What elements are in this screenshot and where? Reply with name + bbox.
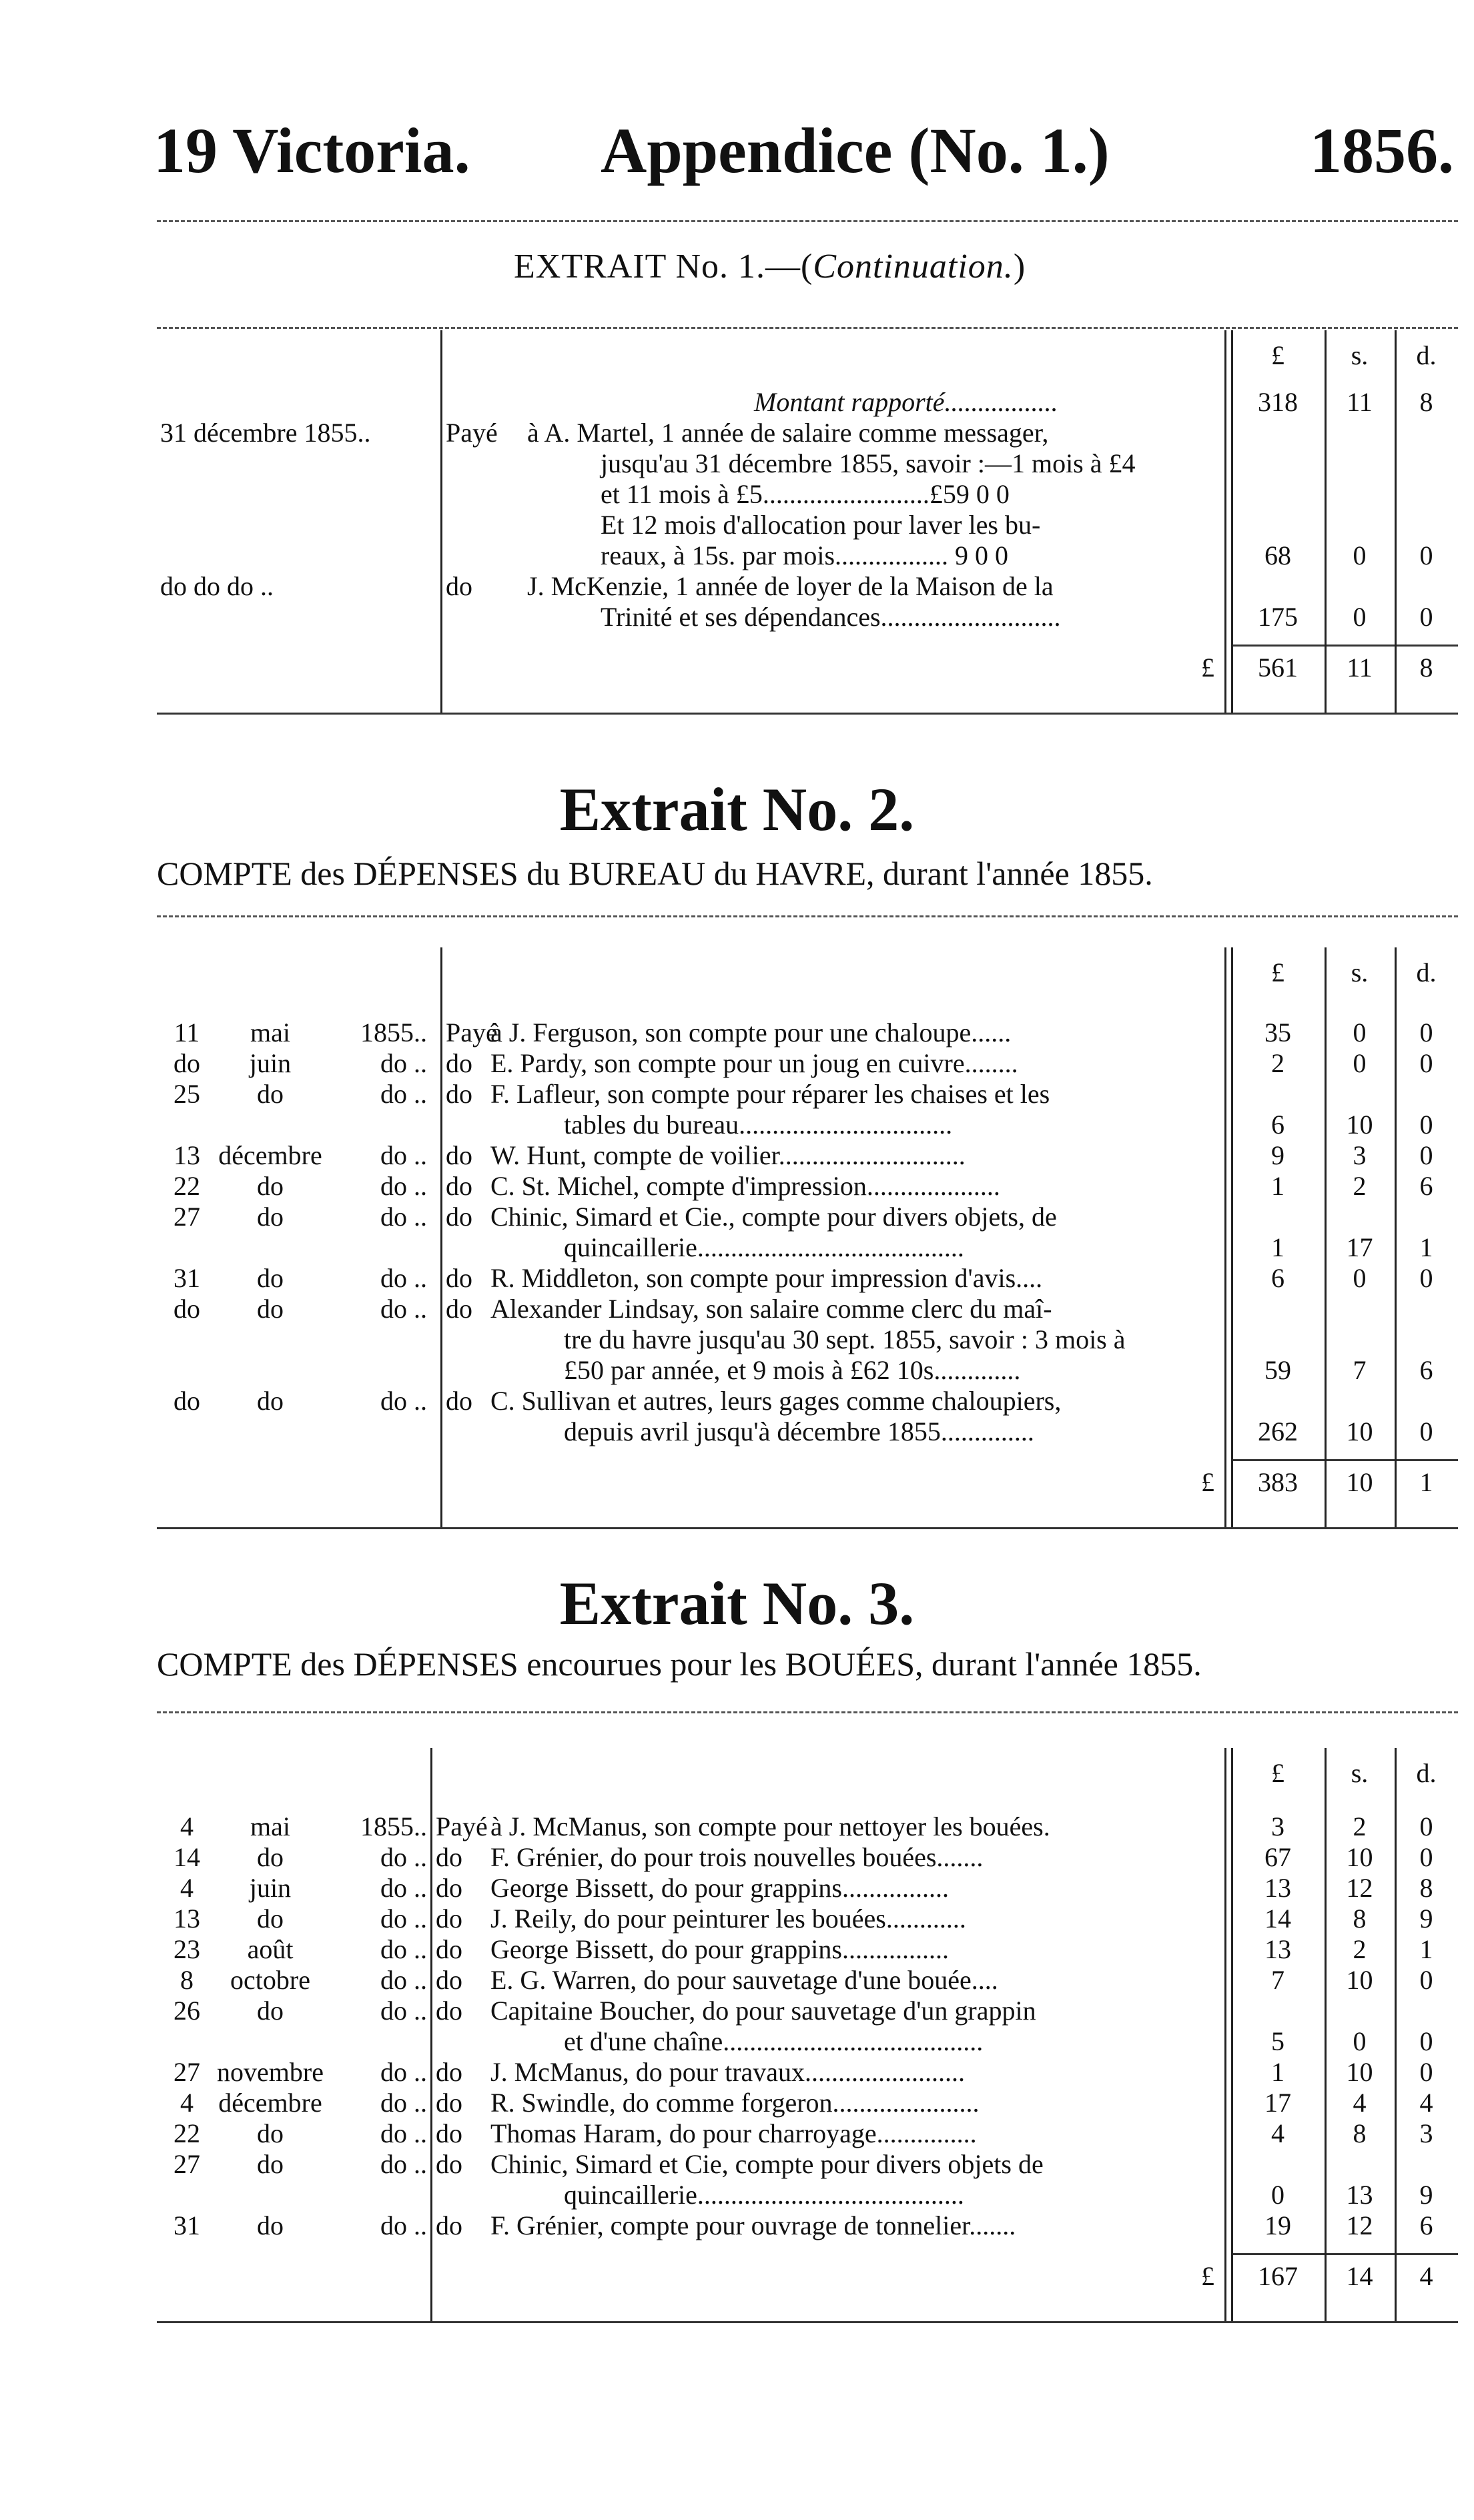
row-pounds: 1 xyxy=(1271,1232,1284,1262)
row-month: novembre xyxy=(217,2057,324,2087)
row-month: do xyxy=(257,1294,284,1324)
row-pounds: 0 xyxy=(1271,2180,1284,2210)
row-pounds: 13 xyxy=(1264,1934,1291,1964)
row-payee-prefix: do xyxy=(436,1842,462,1872)
row-description-line: Alexander Lindsay, son salaire comme clerc du maî- xyxy=(490,1294,1052,1324)
row-payee-prefix: do xyxy=(446,1202,472,1232)
row-day: 4 xyxy=(180,1873,194,1903)
row-month: mai xyxy=(250,1017,290,1047)
row-month: do xyxy=(257,1386,284,1416)
row-description-line: tre du havre jusqu'au 30 sept. 1855, savoir : 3 mois à xyxy=(564,1324,1126,1354)
row-pence: 6 xyxy=(1419,1355,1433,1385)
total-shillings: 11 xyxy=(1347,653,1373,683)
row-shillings: 2 xyxy=(1353,1811,1367,1841)
row-pence: 1 xyxy=(1419,1934,1433,1964)
row-description-line: quincaillerie........................................ xyxy=(564,1232,964,1262)
column-divider xyxy=(1325,330,1327,713)
row-description-line: J. Reily, do pour peinturer les bouées............ xyxy=(490,1904,966,1934)
row-pounds: 5 xyxy=(1271,2026,1284,2056)
row-pounds: 35 xyxy=(1264,1017,1291,1047)
row-month: do xyxy=(257,1996,284,2026)
extrait3-title: Extrait No. 3. xyxy=(559,1569,915,1637)
row-payee-prefix: do xyxy=(436,2057,462,2087)
row-description-line: à J. McManus, son compte pour nettoyer les bouées. xyxy=(490,1811,1050,1841)
total-symbol: £ xyxy=(1201,653,1214,683)
row-shillings: 0 xyxy=(1353,1263,1367,1293)
row-pence: 1 xyxy=(1419,1232,1433,1262)
row-shillings: 13 xyxy=(1346,2180,1373,2210)
extrait2-top-rule xyxy=(157,915,1458,917)
row-month: do xyxy=(257,1263,284,1293)
row-year: do .. xyxy=(380,1263,427,1293)
row-day: 13 xyxy=(173,1140,200,1170)
row-year: do .. xyxy=(380,2149,427,2179)
row-pounds: 59 xyxy=(1264,1355,1291,1385)
row-day: 4 xyxy=(180,1811,194,1841)
row-payee-prefix: do xyxy=(446,1079,472,1109)
row-day: 22 xyxy=(173,2118,200,2148)
total-symbol: £ xyxy=(1201,1467,1214,1497)
row-year: do .. xyxy=(380,1934,427,1964)
row-month: do xyxy=(257,2118,284,2148)
row-pence: 9 xyxy=(1419,1904,1433,1934)
column-header: £ xyxy=(1271,1758,1284,1788)
row-year: do .. xyxy=(380,1873,427,1903)
row-description-line: à A. Martel, 1 année de salaire comme messager, xyxy=(527,418,1049,448)
row-year: do .. xyxy=(380,1079,427,1109)
header-year: 1856. xyxy=(1310,115,1454,186)
row-pence: 0 xyxy=(1419,1140,1433,1170)
row-description-line: Capitaine Boucher, do pour sauvetage d'un grappin xyxy=(490,1996,1036,2026)
row-pounds: 6 xyxy=(1271,1263,1284,1293)
row-day: 4 xyxy=(180,2088,194,2118)
column-header: £ xyxy=(1271,340,1284,370)
total-pounds: 167 xyxy=(1258,2261,1298,2291)
column-divider xyxy=(1325,1748,1327,2321)
row-year: do .. xyxy=(380,1202,427,1232)
row-year: do .. xyxy=(380,1171,427,1201)
column-divider xyxy=(1325,947,1327,1527)
row-description-line: R. Swindle, do comme forgeron...................... xyxy=(490,2088,980,2118)
row-day: 31 xyxy=(173,1263,200,1293)
column-divider xyxy=(1395,330,1397,713)
row-month: do xyxy=(257,1079,284,1109)
extrait1-title-prefix: EXTRAIT No. 1.—( xyxy=(514,248,813,286)
row-shillings: 4 xyxy=(1353,2088,1367,2118)
row-pounds: 7 xyxy=(1271,1965,1284,1995)
total-shillings: 10 xyxy=(1346,1467,1373,1497)
row-description-line: J. McKenzie, 1 année de loyer de la Maison de la xyxy=(527,571,1054,601)
row-payee-prefix: do xyxy=(436,1904,462,1934)
extrait3-caption: COMPTE des DÉPENSES encourues pour les BOUÉES, durant l'année 1855. xyxy=(157,1645,1202,1683)
total-symbol: £ xyxy=(1201,2261,1214,2291)
row-day: 27 xyxy=(173,1202,200,1232)
row-pence: 8 xyxy=(1419,1873,1433,1903)
row-year: do .. xyxy=(380,1048,427,1078)
row-description-line: Thomas Haram, do pour charroyage............... xyxy=(490,2118,977,2148)
row-pounds: 175 xyxy=(1258,602,1298,632)
table-bottom-rule xyxy=(157,2321,1458,2323)
row-payee-prefix: do xyxy=(446,571,472,601)
row-payee-prefix: do xyxy=(446,1294,472,1324)
column-header: £ xyxy=(1271,957,1284,987)
row-description-line: tables du bureau................................ xyxy=(564,1110,953,1140)
total-pence: 8 xyxy=(1419,653,1433,683)
row-day: 8 xyxy=(180,1965,194,1995)
row-payee-prefix: do xyxy=(446,1171,472,1201)
extrait1-top-rule xyxy=(157,327,1458,329)
row-pounds: 3 xyxy=(1271,1811,1284,1841)
row-shillings: 7 xyxy=(1353,1355,1367,1385)
row-shillings: 0 xyxy=(1353,2026,1367,2056)
row-day: 26 xyxy=(173,1996,200,2026)
row-shillings: 0 xyxy=(1353,1048,1367,1078)
header-rule xyxy=(157,220,1458,222)
row-month: do xyxy=(257,1171,284,1201)
row-shillings: 12 xyxy=(1346,2210,1373,2240)
row-pounds: 67 xyxy=(1264,1842,1291,1872)
row-description-line: George Bissett, do pour grappins................ xyxy=(490,1873,949,1903)
row-description-line: £50 par année, et 9 mois à £62 10s............. xyxy=(564,1355,1021,1385)
row-month: do xyxy=(257,1904,284,1934)
row-payee-prefix: do xyxy=(446,1048,472,1078)
row-shillings: 0 xyxy=(1353,1017,1367,1047)
row-month: octobre xyxy=(230,1965,310,1995)
row-date: 31 décembre 1855.. xyxy=(160,418,371,448)
carried-shillings: 11 xyxy=(1347,387,1373,417)
row-pence: 0 xyxy=(1419,1416,1433,1446)
row-pence: 0 xyxy=(1419,2026,1433,2056)
row-pence: 0 xyxy=(1419,1263,1433,1293)
table-bottom-rule xyxy=(157,1527,1458,1529)
row-day: 14 xyxy=(173,1842,200,1872)
row-shillings: 0 xyxy=(1353,602,1367,632)
row-description-line: Trinité et ses dépendances........................... xyxy=(601,602,1061,632)
extrait1-title-suffix: ) xyxy=(1013,248,1026,286)
column-header: s. xyxy=(1351,1758,1369,1788)
row-description-line: F. Grénier, do pour trois nouvelles bouées....... xyxy=(490,1842,984,1872)
total-pounds: 383 xyxy=(1258,1467,1298,1497)
row-day: 23 xyxy=(173,1934,200,1964)
row-shillings: 10 xyxy=(1346,2057,1373,2087)
row-pence: 0 xyxy=(1419,1048,1433,1078)
row-pounds: 2 xyxy=(1271,1048,1284,1078)
row-payee-prefix: Payé xyxy=(446,418,498,448)
row-month: juin xyxy=(249,1048,292,1078)
row-shillings: 10 xyxy=(1346,1965,1373,1995)
row-year: 1855.. xyxy=(360,1811,427,1841)
row-payee-prefix: do xyxy=(436,1965,462,1995)
row-pence: 3 xyxy=(1419,2118,1433,2148)
row-month: juin xyxy=(249,1873,292,1903)
row-day: do xyxy=(173,1294,200,1324)
row-year: do .. xyxy=(380,1965,427,1995)
row-month: do xyxy=(257,2210,284,2240)
column-header: d. xyxy=(1416,340,1437,370)
row-year: do .. xyxy=(380,1386,427,1416)
row-description-line: jusqu'au 31 décembre 1855, savoir :—1 mois à £4 xyxy=(601,448,1136,478)
row-year: do .. xyxy=(380,2118,427,2148)
row-month: do xyxy=(257,1202,284,1232)
row-date: do do do .. xyxy=(160,571,274,601)
row-description-line: Chinic, Simard et Cie, compte pour divers objets de xyxy=(490,2149,1044,2179)
row-pence: 4 xyxy=(1419,2088,1433,2118)
row-pence: 0 xyxy=(1419,602,1433,632)
column-divider xyxy=(440,947,442,1527)
column-divider xyxy=(1231,330,1233,713)
column-header: d. xyxy=(1416,957,1437,987)
row-description-line: George Bissett, do pour grappins................ xyxy=(490,1934,949,1964)
row-description-line: Et 12 mois d'allocation pour laver les bu- xyxy=(601,510,1041,540)
row-month: décembre xyxy=(218,2088,322,2118)
row-shillings: 10 xyxy=(1346,1842,1373,1872)
row-description-line: J. McManus, do pour travaux........................ xyxy=(490,2057,966,2087)
column-header: s. xyxy=(1351,340,1369,370)
header-appendix: Appendice (No. 1.) xyxy=(601,115,1110,186)
row-pounds: 68 xyxy=(1264,540,1291,570)
row-pounds: 9 xyxy=(1271,1140,1284,1170)
row-shillings: 10 xyxy=(1346,1416,1373,1446)
row-description-line: W. Hunt, compte de voilier............................ xyxy=(490,1140,966,1170)
row-day: do xyxy=(173,1048,200,1078)
row-pounds: 1 xyxy=(1271,1171,1284,1201)
row-pence: 6 xyxy=(1419,1171,1433,1201)
row-day: 27 xyxy=(173,2057,200,2087)
table-bottom-rule xyxy=(157,713,1458,715)
row-pence: 0 xyxy=(1419,1811,1433,1841)
row-month: mai xyxy=(250,1811,290,1841)
column-divider xyxy=(1224,947,1226,1527)
column-divider xyxy=(1395,1748,1397,2321)
row-year: 1855.. xyxy=(360,1017,427,1047)
total-pounds: 561 xyxy=(1258,653,1298,683)
row-shillings: 8 xyxy=(1353,1904,1367,1934)
row-shillings: 17 xyxy=(1346,1232,1373,1262)
column-divider xyxy=(440,330,442,713)
total-rule xyxy=(1231,2253,1458,2255)
row-description-line: et d'une chaîne....................................... xyxy=(564,2026,984,2056)
total-pence: 1 xyxy=(1419,1467,1433,1497)
row-pounds: 19 xyxy=(1264,2210,1291,2240)
row-year: do .. xyxy=(380,1140,427,1170)
row-description-line: F. Grénier, compte pour ouvrage de tonnelier....... xyxy=(490,2210,1016,2240)
row-month: août xyxy=(247,1934,294,1964)
row-day: 11 xyxy=(173,1017,200,1047)
row-month: do xyxy=(257,2149,284,2179)
row-shillings: 2 xyxy=(1353,1934,1367,1964)
extrait3-top-rule xyxy=(157,1711,1458,1713)
row-shillings: 10 xyxy=(1346,1110,1373,1140)
row-shillings: 2 xyxy=(1353,1171,1367,1201)
row-year: do .. xyxy=(380,2088,427,2118)
row-pence: 0 xyxy=(1419,540,1433,570)
row-month: do xyxy=(257,1842,284,1872)
column-divider xyxy=(1224,330,1226,713)
row-year: do .. xyxy=(380,2210,427,2240)
carried-label: Montant rapporté................. xyxy=(754,387,1058,417)
row-pence: 0 xyxy=(1419,1017,1433,1047)
row-pence: 9 xyxy=(1419,2180,1433,2210)
total-pence: 4 xyxy=(1419,2261,1433,2291)
row-payee-prefix: do xyxy=(436,2088,462,2118)
row-shillings: 12 xyxy=(1346,1873,1373,1903)
row-day: 22 xyxy=(173,1171,200,1201)
row-description-line: E. G. Warren, do pour sauvetage d'une bouée.... xyxy=(490,1965,998,1995)
row-description-line: à J. Ferguson, son compte pour une chaloupe...... xyxy=(490,1017,1012,1047)
row-payee-prefix: do xyxy=(446,1263,472,1293)
page-header xyxy=(153,113,1454,193)
row-year: do .. xyxy=(380,1842,427,1872)
row-pounds: 1 xyxy=(1271,2057,1284,2087)
row-shillings: 3 xyxy=(1353,1140,1367,1170)
row-payee-prefix: do xyxy=(436,1873,462,1903)
row-year: do .. xyxy=(380,2057,427,2087)
row-pounds: 14 xyxy=(1264,1904,1291,1934)
column-divider xyxy=(1395,947,1397,1527)
header-session: 19 Victoria. xyxy=(153,115,470,186)
column-header: d. xyxy=(1416,1758,1437,1788)
row-pounds: 13 xyxy=(1264,1873,1291,1903)
row-day: 31 xyxy=(173,2210,200,2240)
row-payee-prefix: Payé xyxy=(446,1017,498,1047)
row-payee-prefix: do xyxy=(446,1140,472,1170)
row-description-line: F. Lafleur, son compte pour réparer les chaises et les xyxy=(490,1079,1050,1109)
total-rule xyxy=(1231,1459,1458,1461)
row-pence: 0 xyxy=(1419,2057,1433,2087)
row-description-line: et 11 mois à £5.........................£59 0 0 xyxy=(601,479,1010,509)
row-pence: 0 xyxy=(1419,1842,1433,1872)
row-day: 27 xyxy=(173,2149,200,2179)
row-payee-prefix: do xyxy=(436,1934,462,1964)
row-description-line: reaux, à 15s. par mois................. 9 0 0 xyxy=(601,540,1009,570)
row-description-line: C. Sullivan et autres, leurs gages comme chaloupiers, xyxy=(490,1386,1062,1416)
extrait2-caption: COMPTE des DÉPENSES du BUREAU du HAVRE, durant l'année 1855. xyxy=(157,855,1153,892)
row-payee-prefix: do xyxy=(436,1996,462,2026)
row-payee-prefix: do xyxy=(446,1386,472,1416)
carried-pounds: 318 xyxy=(1258,387,1298,417)
row-day: do xyxy=(173,1386,200,1416)
row-day: 25 xyxy=(173,1079,200,1109)
row-pence: 0 xyxy=(1419,1965,1433,1995)
row-description-line: Chinic, Simard et Cie., compte pour divers objets, de xyxy=(490,1202,1057,1232)
row-day: 13 xyxy=(173,1904,200,1934)
column-header: s. xyxy=(1351,957,1369,987)
row-pence: 0 xyxy=(1419,1110,1433,1140)
total-rule xyxy=(1231,645,1458,647)
row-shillings: 0 xyxy=(1353,540,1367,570)
carried-pence: 8 xyxy=(1419,387,1433,417)
row-payee-prefix: do xyxy=(436,2118,462,2148)
column-divider xyxy=(430,1748,432,2321)
row-description-line: E. Pardy, son compte pour un joug en cuivre........ xyxy=(490,1048,1018,1078)
row-pounds: 17 xyxy=(1264,2088,1291,2118)
row-year: do .. xyxy=(380,1294,427,1324)
column-divider xyxy=(1231,1748,1233,2321)
row-description-line: C. St. Michel, compte d'impression.................... xyxy=(490,1171,1000,1201)
row-description-line: quincaillerie........................................ xyxy=(564,2180,964,2210)
row-payee-prefix: do xyxy=(436,2210,462,2240)
column-divider xyxy=(1231,947,1233,1527)
extrait1-title-italic: Continuation. xyxy=(813,248,1014,286)
row-description-line: R. Middleton, son compte pour impression d'avis.... xyxy=(490,1263,1043,1293)
extrait1-title xyxy=(514,247,1026,286)
row-month: décembre xyxy=(218,1140,322,1170)
extrait2-title: Extrait No. 2. xyxy=(559,775,915,843)
row-year: do .. xyxy=(380,1904,427,1934)
row-pence: 6 xyxy=(1419,2210,1433,2240)
row-description-line: depuis avril jusqu'à décembre 1855.............. xyxy=(564,1416,1034,1446)
row-pounds: 262 xyxy=(1258,1416,1298,1446)
row-payee-prefix: Payé xyxy=(436,1811,488,1841)
row-payee-prefix: do xyxy=(436,2149,462,2179)
row-shillings: 8 xyxy=(1353,2118,1367,2148)
column-divider xyxy=(1224,1748,1226,2321)
row-pounds: 6 xyxy=(1271,1110,1284,1140)
total-shillings: 14 xyxy=(1346,2261,1373,2291)
row-year: do .. xyxy=(380,1996,427,2026)
row-pounds: 4 xyxy=(1271,2118,1284,2148)
